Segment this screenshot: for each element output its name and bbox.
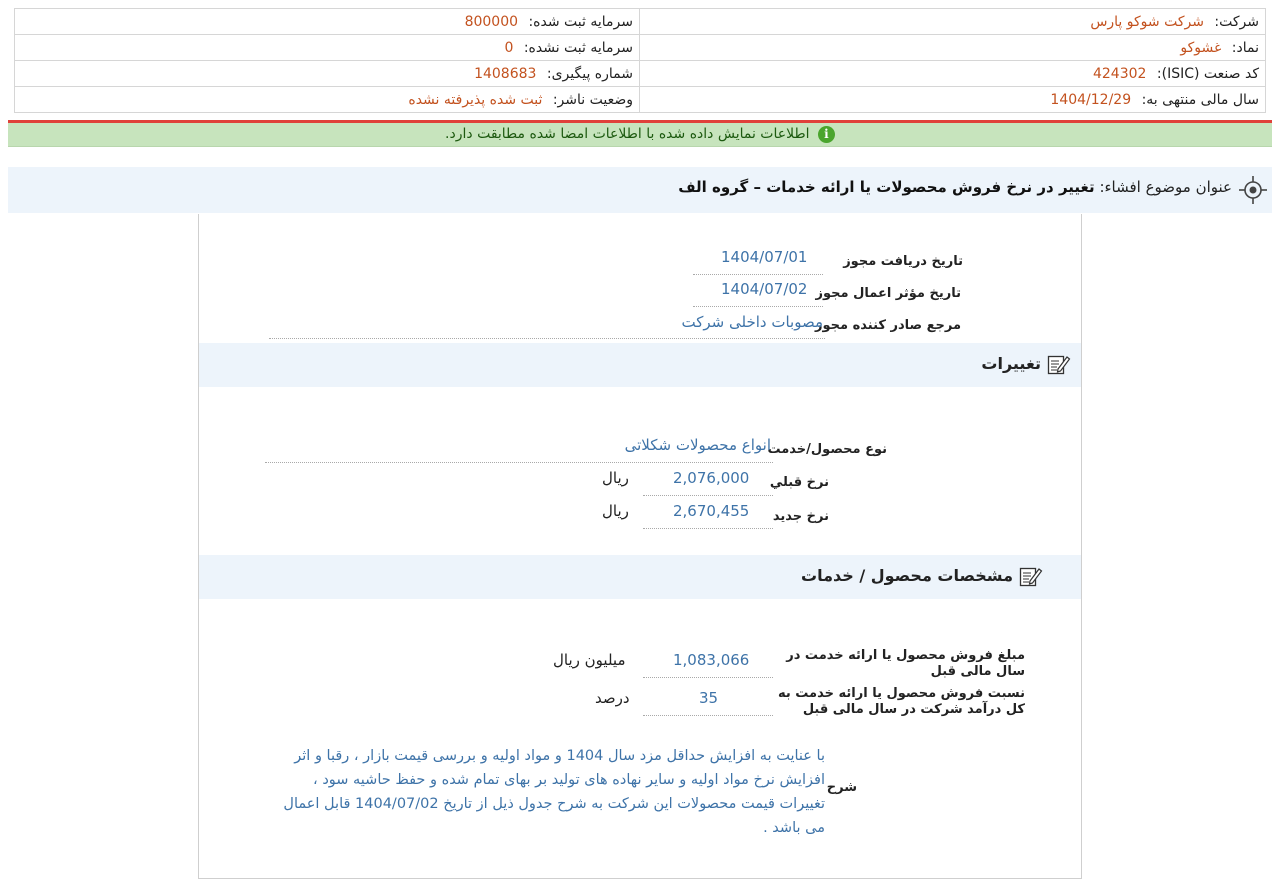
previous-rate-value: 2,076,000: [673, 469, 750, 487]
publisher-status-value: ثبت شده پذیرفته نشده: [408, 91, 543, 108]
unregistered-capital-label: سرمایه ثبت نشده:: [523, 39, 633, 56]
field-underline: [693, 306, 823, 307]
sales-amount-unit: میلیون ریال: [553, 651, 626, 669]
subject-heading: [678, 167, 1232, 207]
fiscal-year-label: سال مالی منتهی به:: [1141, 91, 1259, 108]
publisher-status-cell: [15, 87, 640, 113]
unregistered-capital-value: 0: [504, 39, 514, 56]
disclosure-content-panel: [198, 214, 1082, 879]
edit-icon: [1019, 565, 1043, 587]
revenue-ratio-value: 35: [699, 689, 719, 707]
disclosure-subject-bar: [8, 167, 1272, 213]
tracking-number-value: 1408683: [474, 65, 537, 82]
previous-rate-label: نرخ قبلي: [769, 475, 829, 490]
product-type-value: انواع محصولات شکلاتی: [624, 436, 771, 454]
tracking-number-label: شماره پیگیری:: [546, 65, 633, 82]
company-info-row: [15, 9, 1266, 35]
field-underline: [643, 528, 773, 529]
subject-title: تغییر در نرخ فروش محصولات یا ارائه خدمات – گروه الف: [678, 178, 1095, 196]
field-underline: [693, 274, 823, 275]
company-info-row: [15, 87, 1266, 113]
company-cell: [640, 9, 1266, 35]
symbol-value: غشوکو: [1180, 39, 1222, 56]
company-info-row: [15, 61, 1266, 87]
receipt-date-value: 1404/07/01: [721, 248, 808, 266]
previous-rate-unit: ریال: [602, 469, 629, 487]
revenue-ratio-unit: درصد: [595, 689, 630, 707]
product-specs-section-title: مشخصات محصول / خدمات: [800, 566, 1013, 585]
issuer-value: مصوبات داخلی شرکت: [681, 313, 823, 331]
signature-verification-bar: [8, 120, 1272, 147]
changes-section-title: تغییرات: [981, 354, 1041, 373]
isic-cell: [640, 61, 1266, 87]
fiscal-year-cell: [640, 87, 1266, 113]
field-underline: [643, 715, 773, 716]
changes-section-header: [199, 343, 1081, 387]
verification-message: اطلاعات نمایش داده شده با اطلاعات امضا شده مطابقت دارد.: [445, 126, 810, 142]
description-text: با عنایت به افزایش حداقل مزد سال 1404 و مواد اولیه و بررسی قیمت بازار ، رقبا و اثر افزایش نرخ مواد اولیه و سایر نهاده های تولید بر بهای تمام شده و حفظ حاشیه سود ، تغییرات قیمت محصولات این شرکت به شرح جدول ذیل از تاریخ 1404/07/02 قابل اعمال می باشد .: [283, 748, 825, 836]
product-type-label: نوع محصول/خدمت: [767, 442, 887, 457]
company-info-table: [14, 8, 1266, 113]
registered-capital-label: سرمایه ثبت شده:: [528, 13, 633, 30]
info-icon: i: [818, 126, 835, 143]
new-rate-label: نرخ جدید: [772, 509, 829, 524]
description-label: شرح: [826, 780, 857, 795]
field-underline: [643, 677, 773, 678]
fiscal-year-value: 1404/12/29: [1050, 91, 1132, 108]
revenue-ratio-label: نسبت فروش محصول یا ارائه خدمت به کل درآمد شرکت در سال مالی قبل: [778, 686, 1025, 717]
company-name: شرکت شوکو پارس: [1090, 13, 1204, 30]
issuer-label: مرجع صادر کننده مجوز: [815, 318, 961, 333]
unregistered-capital-cell: [15, 35, 640, 61]
registered-capital-value: 800000: [464, 13, 519, 30]
sales-amount-label: مبلغ فروش محصول یا ارائه خدمت در سال مالی قبل: [786, 648, 1025, 679]
new-rate-value: 2,670,455: [673, 502, 750, 520]
symbol-cell: [640, 35, 1266, 61]
effective-date-label: تاریخ مؤثر اعمال مجوز: [815, 286, 961, 301]
field-underline: [265, 462, 773, 463]
publisher-status-label: وضعیت ناشر:: [552, 91, 633, 108]
new-rate-unit: ریال: [602, 502, 629, 520]
isic-label: کد صنعت (ISIC):: [1156, 65, 1259, 82]
field-underline: [269, 338, 825, 339]
subject-prefix: عنوان موضوع افشاء:: [1099, 178, 1232, 196]
receipt-date-label: تاریخ دریافت مجوز: [843, 254, 963, 269]
effective-date-value: 1404/07/02: [721, 280, 808, 298]
tracking-number-cell: [15, 61, 640, 87]
sales-amount-value: 1,083,066: [673, 651, 750, 669]
target-icon: [1238, 175, 1268, 205]
isic-value: 424302: [1092, 65, 1147, 82]
field-underline: [643, 495, 773, 496]
company-info-row: [15, 35, 1266, 61]
company-label: شرکت:: [1214, 13, 1259, 30]
product-specs-section-header: [199, 555, 1081, 599]
symbol-label: نماد:: [1231, 39, 1259, 56]
edit-icon: [1047, 353, 1071, 375]
registered-capital-cell: [15, 9, 640, 35]
